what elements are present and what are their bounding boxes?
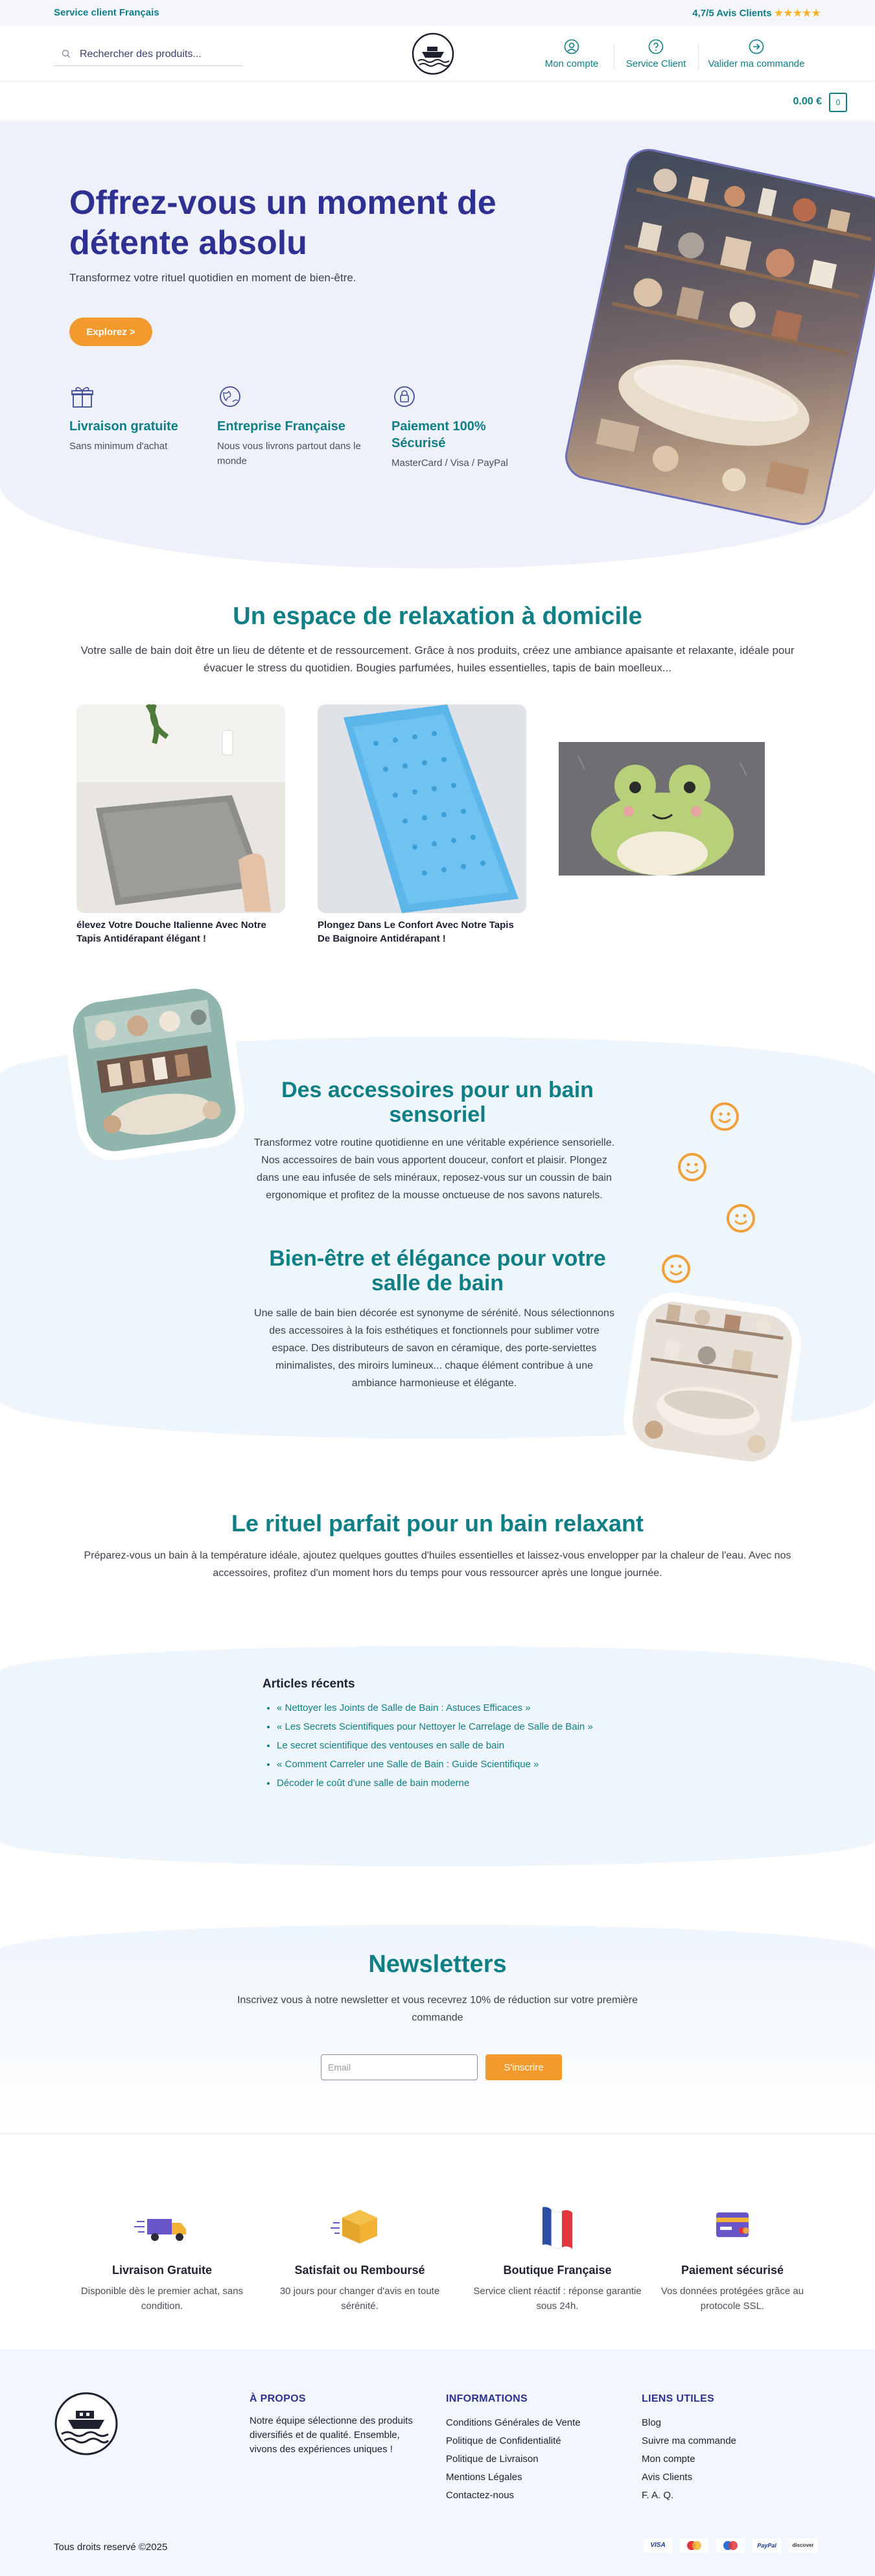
benefit-rembourse — [275, 2203, 444, 2314]
product-image[interactable] — [318, 704, 526, 913]
rituel-title: Le rituel parfait pour un bain relaxant — [231, 1510, 644, 1537]
rating-stars-icon: ★★★★★ — [774, 8, 821, 19]
product-card[interactable] — [76, 704, 285, 946]
articles-list — [262, 1700, 612, 1791]
footer-link-blog[interactable]: Blog — [642, 2417, 662, 2428]
frog-mat-illustration — [559, 704, 767, 913]
subscribe-button[interactable]: S'inscrire — [485, 2054, 562, 2080]
nav-label: Valider ma commande — [708, 58, 805, 69]
credit-card-icon — [703, 2203, 762, 2249]
hero-section — [0, 121, 875, 568]
footer-link-compte[interactable]: Mon compte — [642, 2454, 695, 2465]
rating-badge[interactable] — [692, 7, 821, 19]
benefit-title: Satisfait ou Remboursé — [294, 2264, 425, 2277]
delivery-truck-icon — [133, 2203, 191, 2249]
footer-link-faq[interactable]: F. A. Q. — [642, 2490, 674, 2501]
benefit-title: Livraison Gratuite — [111, 2264, 213, 2277]
cart-icon[interactable]: 0 — [829, 93, 847, 112]
smiley-icon — [661, 1254, 691, 1284]
accessories-image-1 — [69, 985, 239, 1155]
arrow-right-icon — [749, 39, 764, 54]
product-caption[interactable]: Plongez Dans Le Confort Avec Notre Tapis De Baignoire Antidérapant ! — [318, 920, 514, 944]
articles-heading: Articles récents — [262, 1677, 355, 1691]
footer-link-livraison[interactable]: Politique de Livraison — [446, 2454, 539, 2465]
benefit-title: Paiement sécurisé — [681, 2264, 784, 2277]
nav-mon-compte[interactable] — [533, 39, 611, 71]
relax-title: Un espace de relaxation à domicile — [233, 603, 642, 630]
footer-link-confidentialite[interactable]: Politique de Confidentialité — [446, 2435, 561, 2446]
article-link[interactable]: • « Les Secrets Scientifiques pour Nettoyer le Carrelage de Salle de Bain » — [277, 1719, 612, 1735]
relax-text: Votre salle de bain doit être un lieu de détente et de ressourcement. Grâce à nos produits, créez une ambiance apaisante et relaxante, idéale pour évacuer le stress du quotidien. Bougies parfumées, huiles essentielles, tapis de bain moelleux... — [80, 644, 795, 674]
elegance-illustration — [629, 1298, 796, 1465]
secure-payment-icon — [391, 384, 417, 410]
nav-label: Service Client — [625, 58, 686, 69]
email-field[interactable] — [321, 2054, 478, 2080]
bath-mat-illustration — [318, 704, 526, 913]
footer-informations — [446, 2393, 581, 2505]
product-card[interactable] — [559, 704, 767, 908]
rituel-text: Préparez-vous un bain à la température idéale, ajoutez quelques gouttes d'huiles essentielles et laissez-vous envelopper par la chaleur de l'eau. Avec nos accessoires, profitez d'un moment hors du temps pour vous ressourcer après une longue journée. — [84, 1550, 791, 1579]
copyright-text: Tous droits reservé ©2025 — [54, 2542, 168, 2553]
recent-articles — [262, 1677, 612, 1794]
smiley-icon — [710, 1102, 740, 1131]
footer-heading: LIENS UTILES — [642, 2393, 715, 2404]
feature-livraison — [69, 384, 212, 454]
sensoriel-text: Transformez votre routine quotidienne en une véritable expérience sensorielle. Nos accessoires de bain vous apportent douceur, confort et plaisir. Plongez dans une eau infusée de sels minéraux, reposez-vous sur un coussin de bain ergonomique et profitez de la mousse onctueuse de nos savons naturels. — [253, 1137, 615, 1201]
mastercard-logo — [680, 2538, 708, 2553]
nav-service-client[interactable] — [617, 39, 695, 71]
article-link[interactable]: • Décoder le coût d'une salle de bain moderne — [277, 1776, 612, 1791]
footer-heading: À PROPOS — [250, 2393, 306, 2404]
hero-subtitle: Transformez votre rituel quotidien en moment de bien-être. — [69, 272, 356, 284]
newsletter-title: Newsletters — [368, 1951, 507, 1978]
feature-text: MasterCard / Visa / PayPal — [391, 458, 508, 469]
footer-logo-icon[interactable] — [54, 2391, 119, 2456]
feature-title: Paiement 100% Sécurisé — [391, 419, 486, 450]
top-bar — [0, 0, 875, 26]
rating-text: 4,7/5 Avis Clients — [692, 8, 772, 19]
paypal-icon: PayPal — [752, 2538, 781, 2553]
cart-row — [0, 82, 875, 121]
feature-title: Entreprise Française — [217, 419, 345, 434]
feature-paiement — [391, 384, 528, 470]
maestro-logo — [716, 2538, 745, 2553]
logo-icon[interactable] — [412, 32, 454, 75]
product-caption[interactable]: élevez Votre Douche Italienne Avec Notre Tapis Antidérapant élégant ! — [76, 920, 266, 944]
footer-apropos-text: Notre équipe sélectionne des produits diversifiés et de qualité. Ensemble, vivons des expériences uniques ! — [250, 2415, 413, 2455]
benefit-title: Boutique Française — [503, 2264, 612, 2277]
footer-link-contact[interactable]: Contactez-nous — [446, 2490, 515, 2501]
benefit-boutique — [473, 2203, 642, 2314]
gift-icon — [69, 384, 95, 410]
cart-total[interactable]: 0.00 € — [793, 96, 822, 107]
help-icon — [648, 39, 664, 54]
feature-text: Nous vous livrons partout dans le monde — [217, 441, 361, 467]
shower-mat-illustration — [76, 704, 285, 913]
product-card[interactable] — [318, 704, 526, 946]
globe-icon — [217, 384, 243, 410]
visa-icon: VISA — [644, 2538, 672, 2553]
search-bar — [54, 43, 243, 66]
benefit-text: 30 jours pour changer d'avis en toute sérénité. — [279, 2286, 440, 2312]
smiley-icon — [726, 1203, 756, 1233]
benefit-paiement — [648, 2203, 817, 2314]
newsletter-text: Inscrivez vous à notre newsletter et vous recevrez 10% de réduction sur votre première commande — [237, 1995, 638, 2023]
mastercard-icon — [680, 2538, 708, 2553]
benefit-livraison — [78, 2203, 246, 2314]
feature-entreprise — [217, 384, 373, 469]
product-image[interactable] — [76, 704, 285, 913]
feature-text: Sans minimum d'achat — [69, 441, 168, 452]
elegance-text: Une salle de bain bien décorée est synonyme de sérénité. Nous sélectionnons des accessoires à la fois esthétiques et fonctionnels pour sublimer votre espace. Des distributeurs de savon en céramique, des porte-serviettes minimalistes, des miroirs lumineux... chaque élément contribue à une ambiance harmonieuse et élégante. — [254, 1308, 614, 1389]
nav-divider — [698, 44, 699, 70]
search-icon — [62, 49, 71, 58]
discover-icon: discover — [789, 2538, 817, 2553]
hero-image — [561, 145, 875, 529]
benefit-text: Disponible dès le premier achat, sans condition. — [80, 2286, 244, 2312]
smiley-icon — [677, 1152, 707, 1182]
site-header — [0, 26, 875, 82]
footer-link-mentions[interactable]: Mentions Légales — [446, 2472, 522, 2483]
benefit-text: Vos données protégées grâce au protocole SSL. — [660, 2286, 804, 2312]
nav-valider-commande[interactable] — [701, 39, 811, 71]
service-client-label: Service client Français — [54, 7, 159, 18]
footer-apropos — [250, 2393, 425, 2457]
footer-link-suivi[interactable]: Suivre ma commande — [642, 2435, 736, 2446]
footer-link-avis[interactable]: Avis Clients — [642, 2472, 693, 2483]
benefit-text: Service client réactif : réponse garantie sous 24h. — [473, 2286, 642, 2312]
footer-liens-utiles — [642, 2393, 736, 2505]
accessories-image-2 — [629, 1298, 796, 1465]
explore-button[interactable]: Explorez > — [69, 318, 152, 346]
elegance-title: Bien-être et élégance pour votre salle de bain — [269, 1246, 606, 1295]
accessories-illustration — [69, 985, 239, 1155]
nav-label: Mon compte — [544, 58, 599, 69]
feature-title: Livraison gratuite — [69, 419, 178, 434]
article-link[interactable]: • « Nettoyer les Joints de Salle de Bain : Astuces Efficaces » — [277, 1700, 612, 1716]
footer-heading: INFORMATIONS — [446, 2393, 528, 2404]
user-icon — [564, 39, 579, 54]
hero-title: Offrez-vous un moment de détente absolu — [69, 184, 496, 262]
divider — [0, 2133, 875, 2134]
maestro-icon — [716, 2538, 745, 2553]
article-link[interactable]: • « Comment Carreler une Salle de Bain : Guide Scientifique » — [277, 1757, 612, 1772]
search-input[interactable] — [80, 47, 235, 62]
sensoriel-title: Des accessoires pour un bain sensoriel — [281, 1078, 594, 1127]
product-image[interactable] — [559, 704, 767, 913]
french-flag-icon — [528, 2203, 587, 2249]
bathroom-shelf-illustration — [563, 147, 875, 529]
package-icon — [331, 2203, 389, 2249]
article-link[interactable]: • Le secret scientifique des ventouses en salle de bain — [277, 1738, 612, 1754]
footer-link-cgv[interactable]: Conditions Générales de Vente — [446, 2417, 581, 2428]
